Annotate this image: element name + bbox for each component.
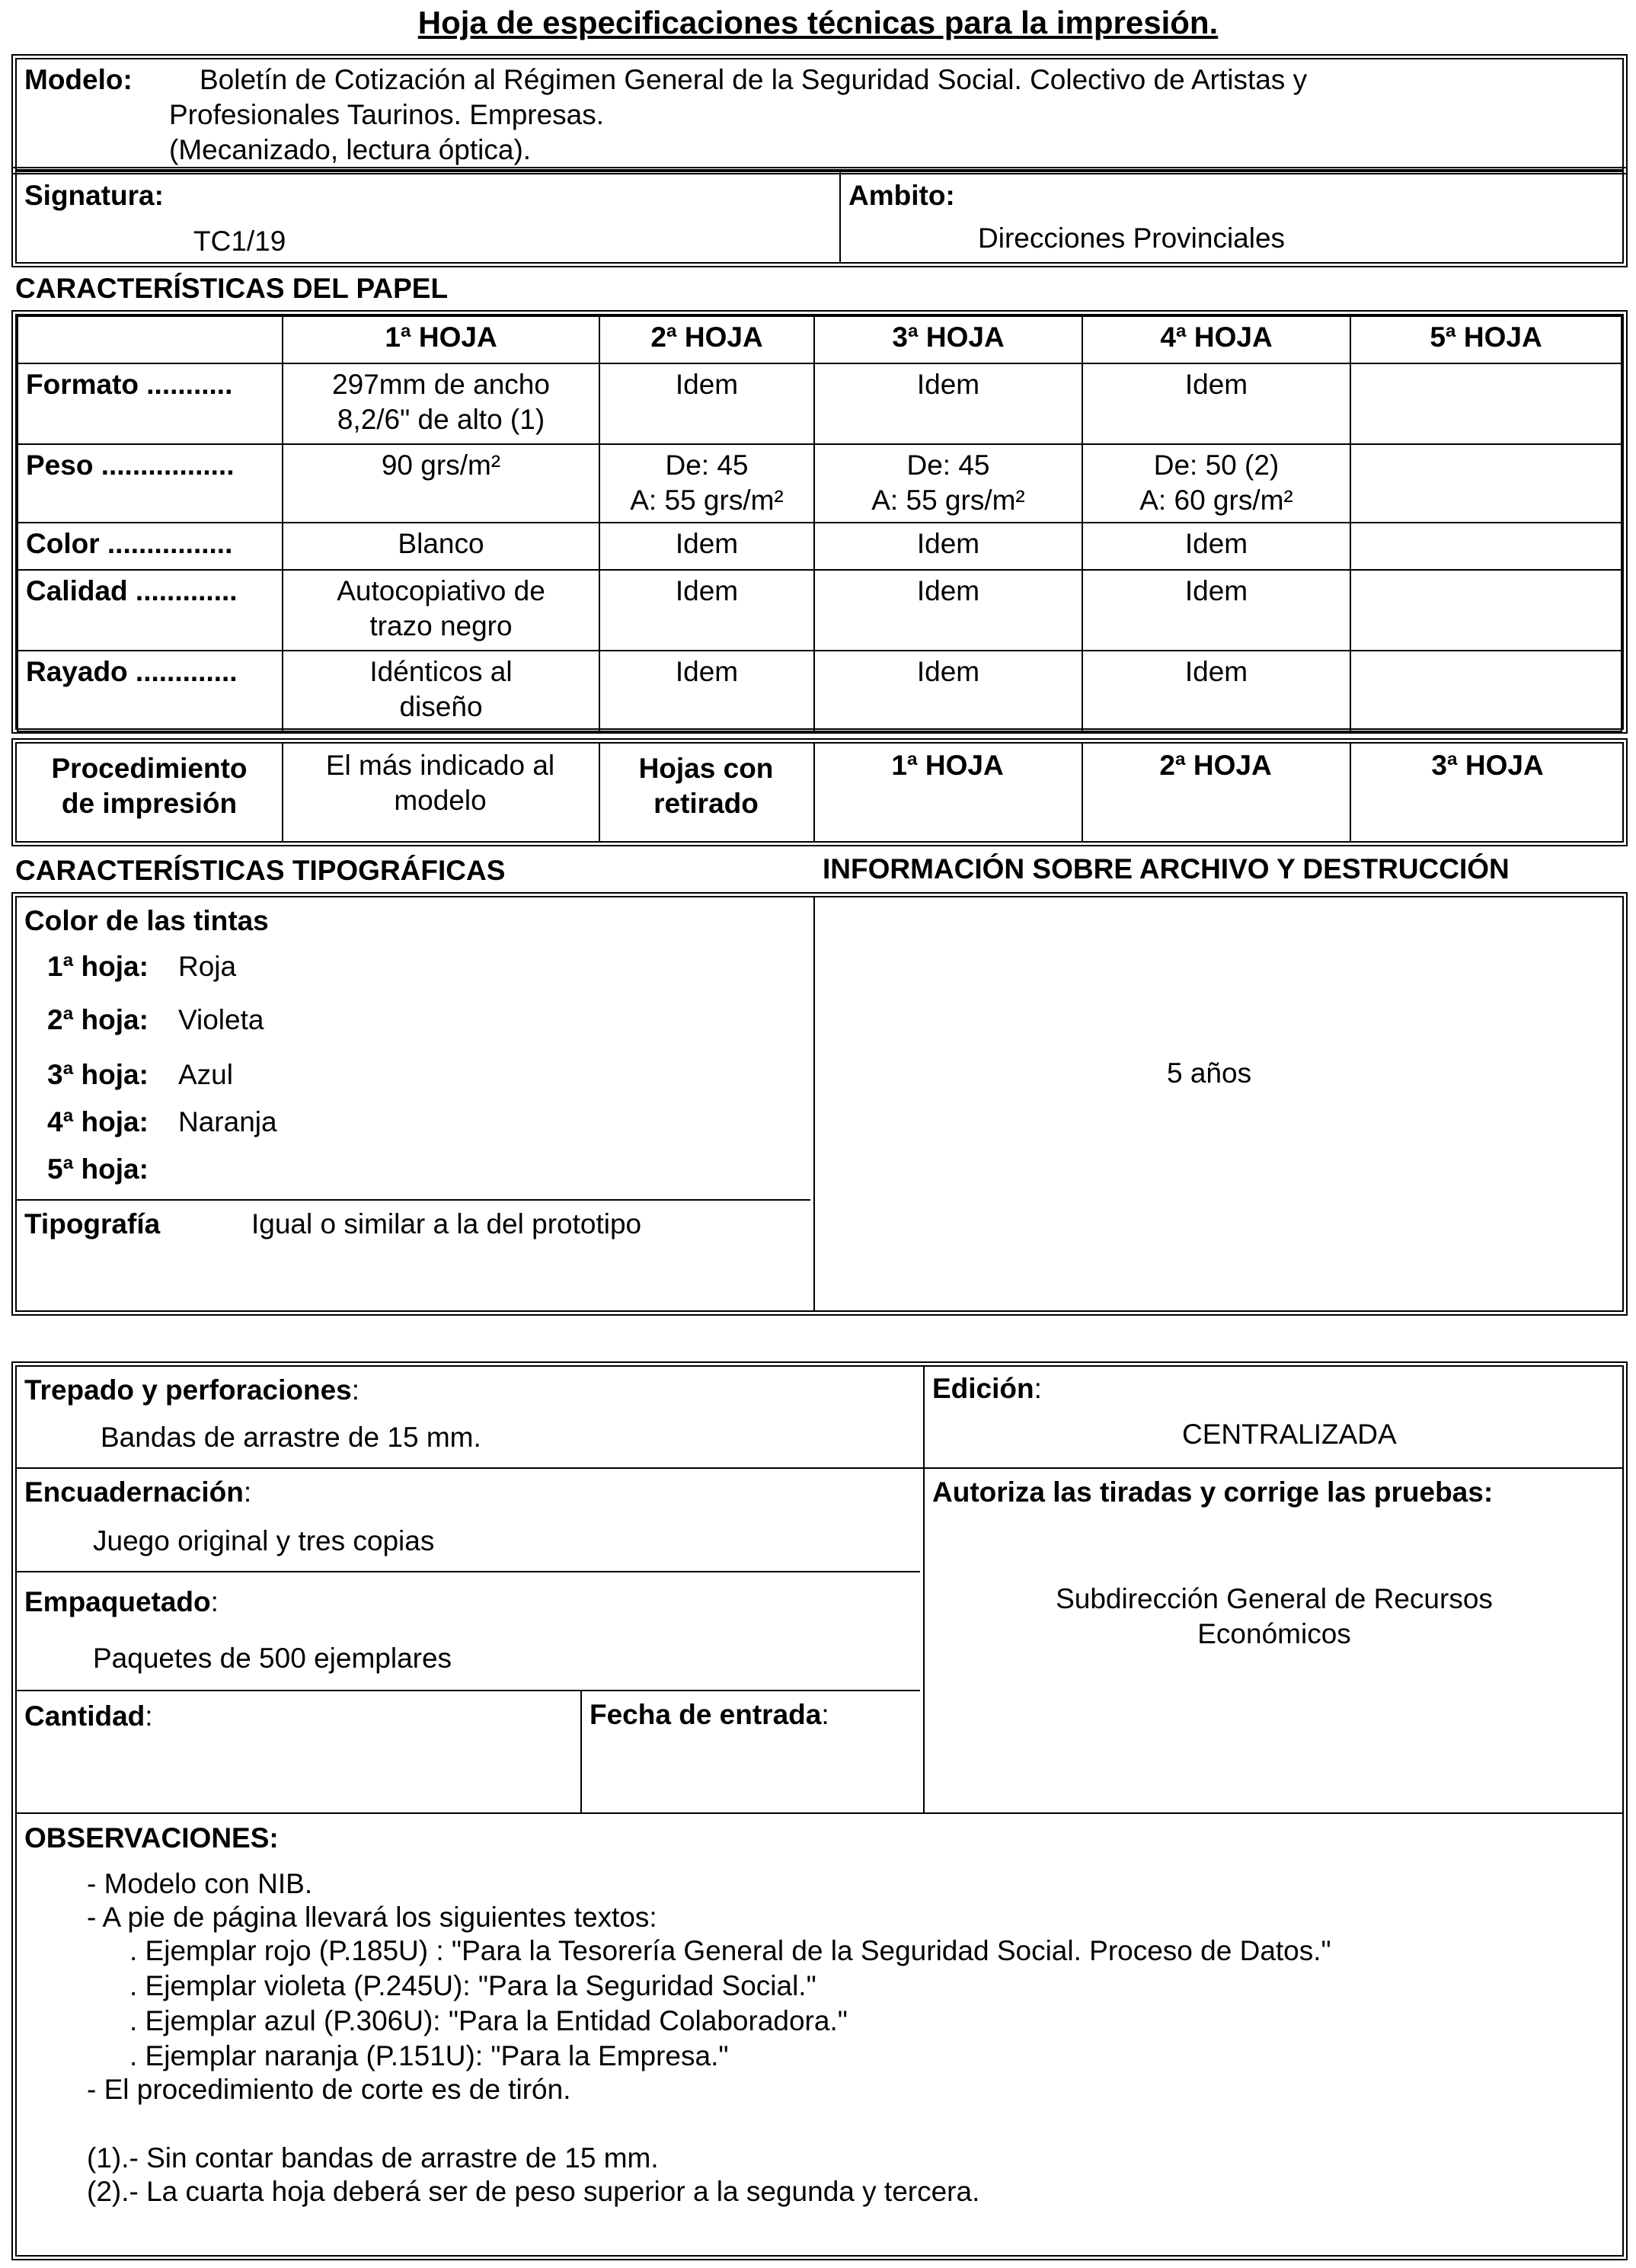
papel-cell-line: De: 45 bbox=[665, 449, 749, 481]
papel-row-label: Formato ........... bbox=[18, 363, 283, 444]
tinta-row bbox=[47, 1003, 264, 1038]
papel-header-hoja-4: 4ª HOJA bbox=[1082, 316, 1350, 363]
papel-table-box bbox=[15, 314, 1624, 730]
papel-row-label: Rayado ............. bbox=[18, 651, 283, 731]
procedimiento-box bbox=[15, 742, 1624, 843]
tipografia-value: Igual o similar a la del prototipo bbox=[251, 1208, 642, 1240]
papel-cell-line: Idem bbox=[675, 527, 739, 559]
retirado-hoja-1: 1ª HOJA bbox=[891, 750, 1004, 781]
procedimiento-value-line-2: modelo bbox=[394, 785, 487, 817]
papel-cell-line: trazo negro bbox=[369, 609, 513, 641]
archivo-heading: INFORMACIÓN SOBRE ARCHIVO Y DESTRUCCIÓN bbox=[823, 853, 1510, 884]
papel-cell bbox=[283, 651, 599, 731]
tintas-label: Color de las tintas bbox=[24, 905, 269, 936]
papel-cell-line: Idem bbox=[916, 369, 980, 400]
tipograficas-heading: CARACTERÍSTICAS TIPOGRÁFICAS bbox=[15, 855, 506, 886]
encuadernacion-label-text: Encuadernación bbox=[24, 1476, 244, 1508]
signatura-label: Signatura: bbox=[24, 180, 164, 211]
papel-cell bbox=[599, 444, 814, 523]
papel-header-hoja-5: 5ª HOJA bbox=[1350, 316, 1622, 363]
papel-heading: CARACTERÍSTICAS DEL PAPEL bbox=[15, 273, 449, 304]
papel-cell-line: Autocopiativo de bbox=[337, 574, 545, 606]
tinta-value: Azul bbox=[178, 1059, 233, 1090]
modelo-label: Modelo: bbox=[24, 64, 133, 95]
edicion-value: CENTRALIZADA bbox=[1182, 1419, 1397, 1450]
cantidad-colon: : bbox=[145, 1700, 153, 1732]
papel-cell bbox=[1082, 363, 1350, 444]
papel-cell-line: Idem bbox=[916, 527, 980, 559]
observacion-line: . Ejemplar azul (P.306U): "Para la Entidad Colaboradora." bbox=[129, 2005, 848, 2036]
papel-cell bbox=[1350, 523, 1622, 570]
autoriza-value bbox=[923, 1582, 1625, 1652]
observacion-line: (2).- La cuarta hoja deberá ser de peso superior a la segunda y tercera. bbox=[87, 2176, 980, 2207]
tinta-row bbox=[47, 1105, 277, 1140]
papel-row-label: Calidad ............. bbox=[18, 570, 283, 651]
tinta-label: 2ª hoja: bbox=[47, 1004, 149, 1035]
papel-header-row bbox=[18, 316, 1622, 363]
trepado-label bbox=[24, 1373, 359, 1408]
procedimiento-label bbox=[17, 751, 282, 822]
empaquetado-value: Paquetes de 500 ejemplares bbox=[93, 1643, 452, 1674]
papel-table bbox=[17, 315, 1622, 732]
trepado-colon: : bbox=[351, 1374, 360, 1406]
papel-cell-line: Idem bbox=[1184, 574, 1248, 606]
papel-row bbox=[18, 570, 1622, 651]
papel-cell-line: Idem bbox=[1184, 655, 1248, 687]
papel-cell bbox=[283, 363, 599, 444]
papel-cell-line: Idem bbox=[675, 574, 739, 606]
papel-cell-line: 8,2/6" de alto (1) bbox=[337, 404, 545, 436]
papel-cell bbox=[814, 444, 1082, 523]
autoriza-value-line-2: Económicos bbox=[1197, 1618, 1351, 1650]
tinta-value: Roja bbox=[178, 951, 237, 982]
tinta-value: Naranja bbox=[178, 1106, 277, 1137]
papel-header-empty bbox=[18, 316, 283, 363]
modelo-line-2: Profesionales Taurinos. Empresas. bbox=[169, 99, 605, 130]
papel-header-hoja-1: 1ª HOJA bbox=[283, 316, 599, 363]
tinta-row bbox=[47, 1057, 233, 1092]
papel-cell-line: Idem bbox=[916, 574, 980, 606]
papel-cell-line: De: 50 (2) bbox=[1153, 449, 1280, 481]
modelo-box bbox=[15, 58, 1624, 171]
papel-cell-line: Idem bbox=[675, 655, 739, 687]
papel-row-label: Peso ................. bbox=[18, 444, 283, 523]
papel-header-hoja-2: 2ª HOJA bbox=[599, 316, 814, 363]
papel-row bbox=[18, 363, 1622, 444]
info-box bbox=[15, 1365, 1624, 2257]
papel-cell bbox=[599, 523, 814, 570]
papel-cell bbox=[814, 363, 1082, 444]
papel-cell bbox=[1082, 651, 1350, 731]
papel-cell-line: Idem bbox=[1184, 369, 1248, 400]
papel-cell-line: 90 grs/m² bbox=[381, 449, 501, 481]
cantidad-label bbox=[24, 1699, 153, 1734]
papel-cell-line: A: 55 grs/m² bbox=[630, 485, 784, 517]
papel-cell-line: diseño bbox=[399, 690, 483, 722]
observacion-line: . Ejemplar rojo (P.185U) : "Para la Tesorería General de la Seguridad Social. Proceso de Datos." bbox=[129, 1935, 1331, 1966]
papel-cell-line: A: 55 grs/m² bbox=[871, 485, 1025, 517]
papel-cell bbox=[1350, 651, 1622, 731]
fecha-label bbox=[590, 1697, 829, 1732]
tipograficas-box bbox=[15, 896, 1624, 1312]
empaquetado-colon: : bbox=[210, 1586, 219, 1617]
papel-cell bbox=[1350, 363, 1622, 444]
papel-cell-line: Idem bbox=[916, 655, 980, 687]
papel-cell bbox=[1350, 444, 1622, 523]
tipografia-label: Tipografía bbox=[24, 1208, 161, 1240]
observaciones-label: OBSERVACIONES: bbox=[24, 1822, 279, 1854]
papel-cell bbox=[1082, 570, 1350, 651]
observacion-line: . Ejemplar naranja (P.151U): "Para la Empresa." bbox=[129, 2040, 729, 2071]
page-title: Hoja de especificaciones técnicas para la impresión. bbox=[417, 5, 1219, 40]
observacion-line: - A pie de página llevará los siguientes textos: bbox=[87, 1902, 657, 1933]
retirado-hoja-2: 2ª HOJA bbox=[1159, 750, 1272, 781]
papel-row bbox=[18, 444, 1622, 523]
modelo-line-1: Boletín de Cotización al Régimen General de la Seguridad Social. Colectivo de Artistas y bbox=[200, 64, 1308, 95]
tinta-value: Violeta bbox=[178, 1004, 264, 1035]
archivo-value: 5 años bbox=[1167, 1057, 1252, 1089]
ambito-label: Ambito: bbox=[848, 180, 955, 211]
tinta-label: 5ª hoja: bbox=[47, 1153, 149, 1185]
papel-cell bbox=[599, 570, 814, 651]
trepado-label-text: Trepado y perforaciones bbox=[24, 1374, 352, 1406]
papel-cell-line: Idem bbox=[675, 369, 739, 400]
retirado-hoja-3: 3ª HOJA bbox=[1431, 750, 1544, 781]
papel-cell bbox=[283, 523, 599, 570]
procedimiento-value-line-1: El más indicado al bbox=[325, 750, 555, 781]
tinta-row bbox=[47, 949, 236, 984]
papel-cell-line: De: 45 bbox=[906, 449, 990, 481]
edicion-colon: : bbox=[1034, 1373, 1042, 1404]
papel-cell bbox=[814, 651, 1082, 731]
papel-cell bbox=[283, 570, 599, 651]
papel-cell bbox=[1350, 570, 1622, 651]
empaquetado-label-text: Empaquetado bbox=[24, 1586, 211, 1617]
tinta-row bbox=[47, 1152, 178, 1187]
papel-cell-line: Blanco bbox=[398, 527, 484, 559]
procedimiento-label-line-2: de impresión bbox=[61, 788, 238, 820]
edicion-label bbox=[932, 1371, 1042, 1406]
hojas-retirado-line-2: retirado bbox=[653, 788, 759, 820]
papel-row-label: Color ................ bbox=[18, 523, 283, 570]
papel-cell-line: A: 60 grs/m² bbox=[1139, 485, 1293, 517]
observacion-line: - Modelo con NIB. bbox=[87, 1868, 313, 1899]
hojas-retirado-line-1: Hojas con bbox=[638, 753, 774, 784]
edicion-label-text: Edición bbox=[932, 1373, 1034, 1404]
papel-row bbox=[18, 523, 1622, 570]
papel-cell-line: Idem bbox=[1184, 527, 1248, 559]
trepado-value: Bandas de arrastre de 15 mm. bbox=[101, 1422, 481, 1453]
papel-cell bbox=[283, 444, 599, 523]
tinta-label: 1ª hoja: bbox=[47, 951, 149, 982]
observacion-line: - El procedimiento de corte es de tirón. bbox=[87, 2074, 571, 2105]
papel-cell-line: Idénticos al bbox=[369, 655, 513, 687]
papel-cell bbox=[1082, 444, 1350, 523]
encuadernacion-value: Juego original y tres copias bbox=[93, 1525, 435, 1556]
fecha-label-text: Fecha de entrada bbox=[590, 1699, 822, 1730]
cantidad-label-text: Cantidad bbox=[24, 1700, 145, 1732]
papel-cell bbox=[599, 651, 814, 731]
tinta-label: 4ª hoja: bbox=[47, 1106, 149, 1137]
papel-cell bbox=[814, 523, 1082, 570]
observacion-line: . Ejemplar violeta (P.245U): "Para la Seguridad Social." bbox=[129, 1970, 816, 2001]
papel-cell-line: 297mm de ancho bbox=[332, 369, 550, 400]
encuadernacion-colon: : bbox=[243, 1476, 252, 1508]
papel-cell bbox=[599, 363, 814, 444]
ambito-value: Direcciones Provinciales bbox=[978, 222, 1286, 254]
modelo-line-3: (Mecanizado, lectura óptica). bbox=[169, 134, 532, 165]
signatura-value: TC1/19 bbox=[193, 226, 286, 257]
procedimiento-label-line-1: Procedimiento bbox=[51, 753, 248, 784]
observacion-line: (1).- Sin contar bandas de arrastre de 15 mm. bbox=[87, 2142, 659, 2174]
papel-cell bbox=[1082, 523, 1350, 570]
encuadernacion-label bbox=[24, 1475, 251, 1510]
autoriza-value-line-1: Subdirección General de Recursos bbox=[1056, 1583, 1493, 1614]
papel-row bbox=[18, 651, 1622, 731]
tinta-label: 3ª hoja: bbox=[47, 1059, 149, 1090]
hojas-retirado-label bbox=[599, 751, 813, 822]
signatura-ambito-box bbox=[15, 171, 1624, 264]
empaquetado-label bbox=[24, 1585, 219, 1620]
fecha-colon: : bbox=[821, 1699, 829, 1730]
papel-cell bbox=[814, 570, 1082, 651]
autoriza-label: Autoriza las tiradas y corrige las pruebas: bbox=[932, 1476, 1494, 1508]
procedimiento-value bbox=[282, 748, 599, 819]
papel-header-hoja-3: 3ª HOJA bbox=[814, 316, 1082, 363]
